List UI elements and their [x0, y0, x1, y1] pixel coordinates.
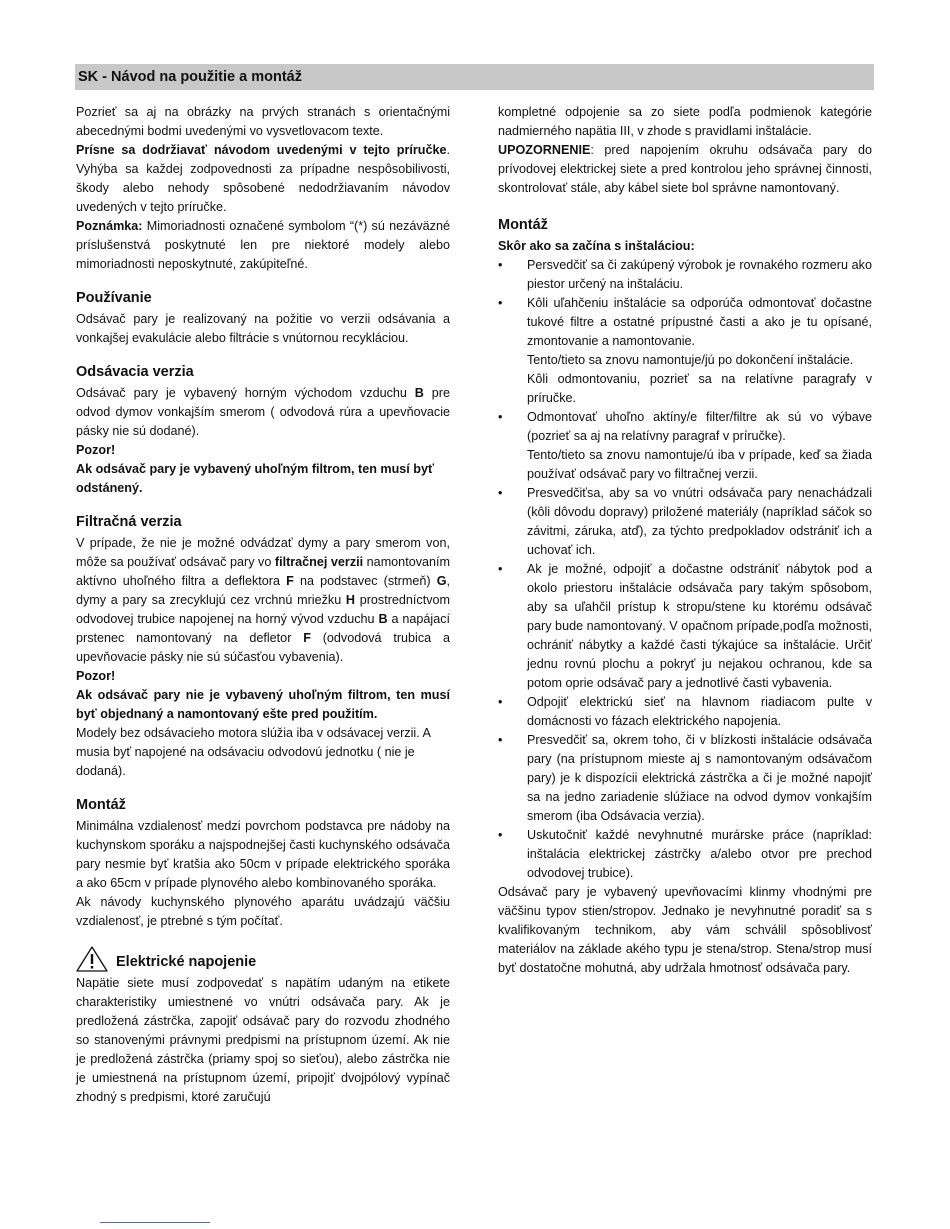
list-item-continuation: Tento/tieto sa znovu namontuje/jú po dokončení inštalácie. [527, 353, 854, 367]
warning-triangle-icon [76, 946, 108, 972]
heading-montaz-left: Montáž [76, 797, 126, 813]
filtr-t6: G [436, 574, 447, 588]
list-item [498, 731, 872, 826]
odsavacia-text-a: Odsávač pary je vybavený horným východom vzduchu [76, 386, 415, 400]
install-subheading: Skôr ako sa začína s inštaláciou: [498, 239, 695, 253]
filtr-t4: F [286, 574, 294, 588]
list-item [498, 826, 872, 883]
pozor-label-2: Pozor! [76, 669, 116, 683]
continuation-paragraph: kompletné odpojenie sa zo siete podľa podmienok kategórie nadmierného napätia III, v zhode s pravidlami inštalácie. [498, 105, 872, 138]
list-item [498, 294, 872, 408]
odsavacia-ref-b: B [414, 386, 424, 400]
intro-strict-bold: Prísne sa dodržiavať návodom uvedenými v tejto príručke [76, 143, 447, 157]
note-text: Mimoriadnosti označené symbolom “(*) sú nezáväzné príslušenstvá poskytnuté len pre niektoré modely alebo mimoriadnosti neposkytnuté, zakúpiteľné. [76, 219, 450, 271]
filtr-t9: prostredníctvom odvodovej trubice napojenej na horný vývod vzduchu [76, 593, 450, 626]
filtr-t3: namontovaním aktívno uhoľného filtra a deflektora [76, 555, 450, 588]
heading-montaz-right: Montáž [498, 217, 548, 233]
pozor-text-1: Ak odsávač pary je vybavený uhoľným filtrom, ten musí byť odstánený. [76, 462, 435, 495]
pozor-text-2: Ak odsávač pary nie je vybavený uhoľným filtrom, ten musí byť objednaný a namontovaný ešte pred použitím. [76, 688, 450, 721]
intro-paragraph-2 [76, 141, 450, 217]
list-item-continuation: Kôli odmontovaniu, pozrieť sa na relatívne paragrafy v príručke. [527, 372, 872, 405]
right-column [498, 103, 872, 978]
filtracna-paragraph-2: Modely bez odsávacieho motora slúžia iba v odsávacej verzii. A musia byť napojené na odsávaciu odvodovú jednotku ( nie je dodaná). [76, 726, 431, 778]
heading-pouzivanie: Používanie [76, 290, 152, 306]
filtr-t2: filtračnej verzii [274, 555, 364, 569]
montaz-paragraph-1: Minimálna vzdialenosť medzi povrchom podstavca pre nádoby na kuchynskom sporáku a najspodnejšej časti kuchynského odsávača pary nesmie byť kratšia ako 50cm v prípade elektrického sporáka a ako 65cm v prípade plynového alebo kombinovaného sporáka. [76, 819, 450, 890]
list-item [498, 408, 872, 484]
upozornenie-paragraph [498, 141, 872, 198]
intro-strict-rest: . Vyhýba sa každej zodpovednosti za prípadne nespôsobilivosti, škody alebo nehody spôsobené nedodržiavaním návodov uvedených v tejto príručke. [76, 143, 450, 214]
upozornenie-text: : pred napojením okruhu odsávača pary do prívodovej elektrickej siete a pred kontrolou jeho správnej činnosti, skontrolovať stále, aby kábel siete bol správne namontovaný. [498, 143, 872, 195]
filtr-t10: B [378, 612, 388, 626]
left-column [76, 103, 450, 1107]
heading-filtracna: Filtračná verzia [76, 514, 182, 530]
filtr-t13: (odvodová trubica a upevňovacie pásky nie sú súčasťou vybavenia). [76, 631, 450, 664]
list-item [498, 256, 872, 294]
note-label: Poznámka: [76, 219, 143, 233]
intro-paragraph-1: Pozrieť sa aj na obrázky na prvých stranách s orientačnými abecednými bodmi uvedenými vo vysvetlovacom texte. [76, 105, 450, 138]
filtr-t8: H [345, 593, 356, 607]
list-item-text: Odpojiť elektrickú sieť na hlavnom riadiacom pulte v domácnosti vo fázach elektrického napojenia. [527, 695, 872, 728]
heading-elektricke: Elektrické napojenie [116, 954, 257, 970]
list-item [498, 560, 872, 693]
install-checklist [498, 256, 872, 883]
filtr-t7: , dymy a pary sa zrecyklujú cez vrchnú mriežku [76, 574, 450, 607]
pouzivanie-paragraph: Odsávač pary je realizovaný na požitie vo verzii odsávania a vonkajšej evakulácie alebo filtrácie s vnútornou recykláciou. [76, 312, 450, 345]
filtr-t5: na podstavec (strmeň) [293, 574, 437, 588]
list-item-text: Ak je možné, odpojiť a dočastne odstrániť nábytok pod a okolo priestoru inštalácie odsávača pary takým spôsobom, aby sa uľahčil prístup k stropu/stene ku ktorému odsávač pary bude namontovaný. V opačnom prípade,podľa možnosti, ochrániť nábytky a každé časti týkajúce sa inštalácie. Určiť jednu rovnú plochu a pokryť ju nejakou ochranou, kde sa potom oprie odsávač pary a jednotlivé časti vybavenia. [527, 562, 872, 690]
odsavacia-paragraph [76, 384, 450, 441]
list-item [498, 693, 872, 731]
filtr-t12: F [303, 631, 311, 645]
filtr-t1: V prípade, že nie je možné odvádzať dymy a pary smerom von, môže sa používať odsávač pary vo [76, 536, 450, 569]
elektricke-paragraph: Napätie siete musí zodpovedať s napätím udaným na etikete charakteristiky umiestnené vo vnútri odsávača pary. Ak je predložená zástrčka, zapojiť odsávač pary do rozvodu zhodného so stanovenými právnymi predpismi na prístupnom území. Ak nie je predložená zástrčka (priamy spoj so sieťou), alebo zástrčka nie je umiestnená na prístupnom území, pripojiť dvojpólový vypínač zhodný s predpismi, ktoré zaručujú [76, 976, 450, 1104]
pozor-label-1: Pozor! [76, 443, 116, 457]
odsavacia-text-c: pre odvod dymov vonkajším smerom ( odvodová rúra a upevňovacie pásky nie sú dodané). [76, 386, 451, 438]
list-item-text: Odmontovať uhoľno aktíny/e filter/filtre ak sú vo výbave (pozrieť sa aj na relatívny paragraf v príručke). [527, 410, 872, 443]
heading-odsavacia: Odsávacia verzia [76, 364, 194, 380]
list-item-text: Presvedčiť sa, okrem toho, či v blízkosti inštalácie odsávača pary (na prístupnom mieste aj s namontovaným odsávačom pary) je k dispozícii elektrická zástrčka a či je možné napojiť sa na jedno zariadenie slúžiace na odvod dymov vonkajším smerom (iba Odsávacia verzia). [527, 733, 872, 823]
filtracna-paragraph [76, 534, 450, 667]
heading-elektricke-wrap [76, 946, 450, 972]
list-item-text: Uskutočniť každé nevyhnutné murárske práce (napríklad: inštalácia elektrickej zástrčky a/alebo otvor pre prechod odvodovej trubice). [527, 828, 872, 880]
list-item-text: Persvedčiť sa či zakúpený výrobok je rovnakého rozmeru ako piestor určený na inštaláciu. [527, 258, 872, 291]
montaz-paragraph-2: Ak návody kuchynského plynového aparátu uvádzajú väčšiu vzdialenosť, je ptrebné s tým počítať. [76, 895, 450, 928]
intro-paragraph-3 [76, 217, 450, 274]
final-paragraph: Odsávač pary je vybavený upevňovacími klinmy vhodnými pre väčšinu typov stien/stropov. Jednako je nevyhnutné poradiť sa s kvalifikovaným technikom, aby vám schválil spôsoblivosť materiálov na základe akého typu je stena/strop. Stena/strop musí byť dostatočne mohutná, aby udržala hmotnosť odsávača pary. [498, 885, 872, 975]
list-item-continuation: Tento/tieto sa znovu namontuje/ú iba v prípade, keď sa žiada používať odsávač pary vo filtračnej verzii. [527, 448, 872, 481]
list-item-text: Presvedčiťsa, aby sa vo vnútri odsávača pary nenachádzali (kôli dôvodu dopravy) priložené materiály (napríklad sáčok so závitmi, záruka, atď), za týchto predpokladov odstrániť ich a uchovať ich. [527, 486, 872, 557]
list-item [498, 484, 872, 560]
footer-rule [100, 1222, 210, 1223]
filtr-t11: a napájací prstenec namontovaný na defletor [76, 612, 450, 645]
section-title: SK - Návod na použitie a montáž [78, 69, 302, 85]
upozornenie-label: UPOZORNENIE [498, 143, 591, 157]
section-header [75, 64, 874, 90]
list-item-text: Kôli uľahčeniu inštalácie sa odporúča odmontovať dočastne tukové filtre a ostatné prípustné časti a ako je tu opísané, zmontovanie a namontovanie. [527, 296, 872, 348]
